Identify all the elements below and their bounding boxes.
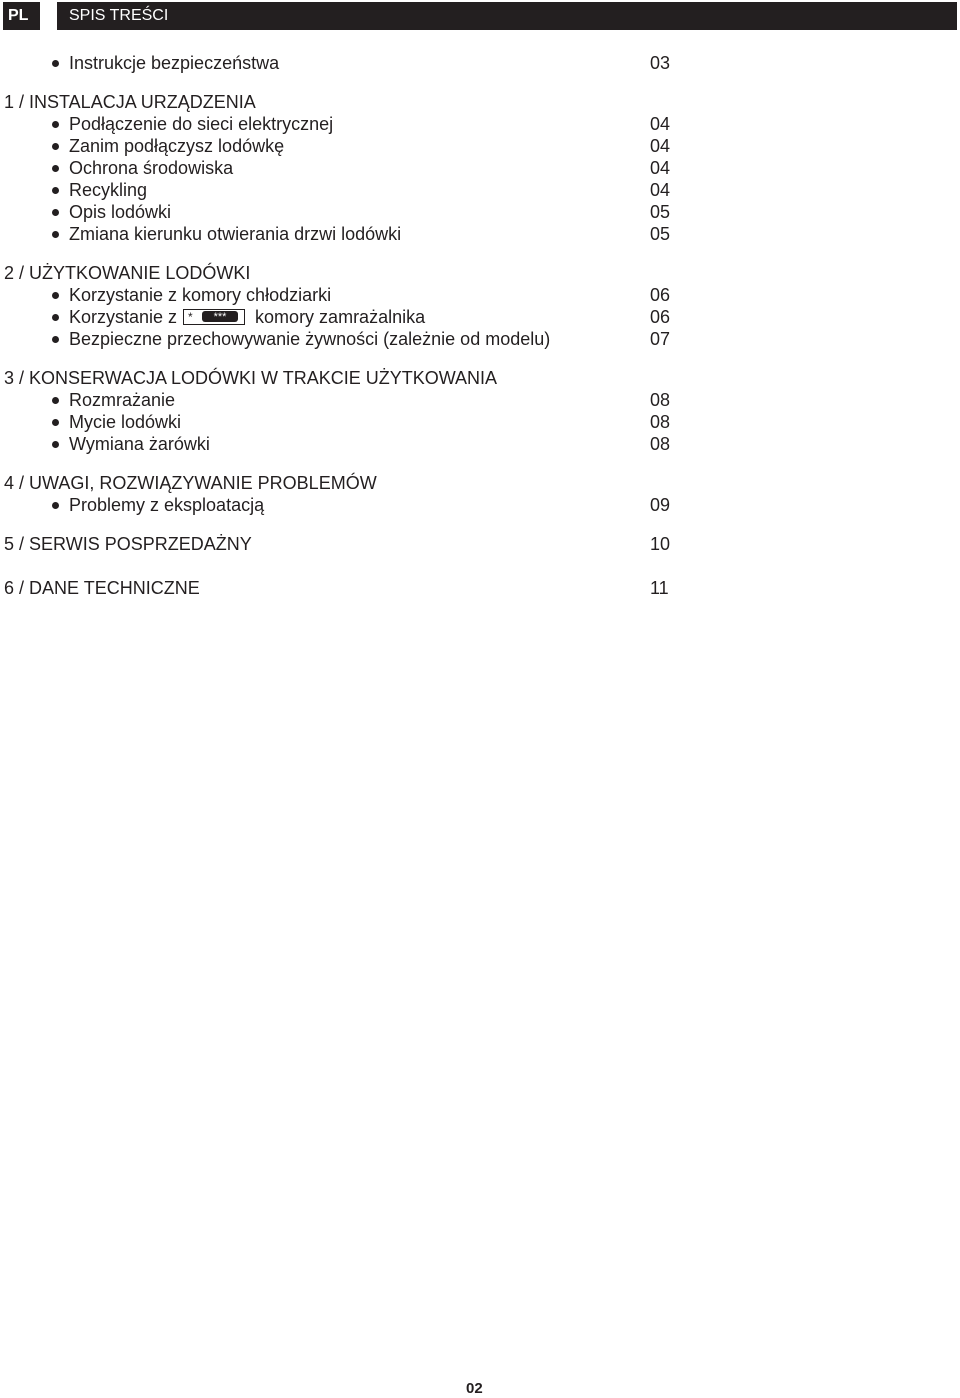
toc-item[interactable] [4,306,674,328]
bullet-icon [52,231,59,238]
toc-item[interactable] [4,113,674,135]
toc-item[interactable] [4,411,674,433]
page-title: SPIS TREŚCI [57,2,957,30]
toc-section-troubleshooting[interactable] [4,472,674,494]
toc-item-label: Bezpieczne przechowywanie żywności (zależnie od modelu) [69,329,551,349]
toc-section-title: 6 / DANE TECHNICZNE [4,578,200,598]
toc-item-label-end: komory zamrażalnika [255,307,426,327]
toc-section-installation[interactable] [4,91,674,113]
toc-item-page: 05 [650,224,671,244]
bullet-icon [52,397,59,404]
page-header [3,2,957,30]
toc-section-title: 2 / UŻYTKOWANIE LODÓWKI [4,263,251,283]
bullet-icon [52,60,59,67]
toc-section-title: 1 / INSTALACJA URZĄDZENIA [4,92,256,112]
toc-item-page: 04 [650,180,671,200]
toc-item-label: Ochrona środowiska [69,158,234,178]
toc-item-label: Wymiana żarówki [69,434,210,454]
toc-item[interactable] [4,328,674,350]
toc-item-label: Rozmrażanie [69,390,176,410]
bullet-icon [52,187,59,194]
toc-item-label: Zanim podłączysz lodówkę [69,136,285,156]
bullet-icon [52,502,59,509]
bullet-icon [52,336,59,343]
triple-star-glyph: *** [202,311,238,322]
language-tag: PL [3,2,40,30]
toc-item[interactable] [4,433,674,455]
toc-section-maintenance[interactable] [4,367,674,389]
toc-item-label: Mycie lodówki [69,412,182,432]
toc-item[interactable] [4,494,674,516]
toc-section-title: 4 / UWAGI, ROZWIĄZYWANIE PROBLEMÓW [4,473,377,493]
toc-item[interactable] [4,179,674,201]
toc-item[interactable] [4,201,674,223]
toc-item-label: Podłączenie do sieci elektrycznej [69,114,334,134]
toc-item[interactable] [4,284,674,306]
toc-item[interactable] [4,389,674,411]
toc-item-page: 04 [650,158,671,178]
toc-item-label: Instrukcje bezpieczeństwa [69,53,280,73]
toc-section-usage[interactable] [4,262,674,284]
toc-item-label: Recykling [69,180,148,200]
toc-section-title: 3 / KONSERWACJA LODÓWKI W TRAKCIE UŻYTKOWANIA [4,368,498,388]
toc-item-page: 03 [650,53,671,73]
toc-section-page: 10 [650,534,671,554]
toc-item-label: Opis lodówki [69,202,172,222]
bullet-icon [52,441,59,448]
toc-section-page: 11 [650,578,669,598]
toc-item-page: 08 [650,434,671,454]
page-number: 02 [466,1380,483,1397]
toc-item-label: Problemy z eksploatacją [69,495,265,515]
toc-section-after-sales[interactable] [4,533,674,555]
toc-item-page: 08 [650,390,671,410]
single-star-glyph: * [188,310,193,325]
toc-item-page: 04 [650,136,671,156]
bullet-icon [52,292,59,299]
bullet-icon [52,143,59,150]
toc-item-page: 05 [650,202,671,222]
bullet-icon [52,165,59,172]
toc-item-page: 09 [650,495,671,515]
freezer-star-rating-icon [183,309,245,325]
bullet-icon [52,419,59,426]
toc-section-title: 5 / SERWIS POSPRZEDAŻNY [4,534,252,554]
toc-item[interactable] [4,135,674,157]
toc-section-technical-data[interactable] [4,577,674,599]
toc-item-page: 08 [650,412,671,432]
bullet-icon [52,314,59,321]
toc-item[interactable] [4,157,674,179]
toc-item-page: 07 [650,329,671,349]
table-of-contents [4,52,674,599]
toc-item-label: Korzystanie z komory chłodziarki [69,285,332,305]
toc-item-label: Zmiana kierunku otwierania drzwi lodówki [69,224,402,244]
toc-item-page: 04 [650,114,671,134]
toc-item-safety[interactable] [4,52,674,74]
toc-item-label-start: Korzystanie z [69,307,178,327]
toc-item[interactable] [4,223,674,245]
toc-item-page: 06 [650,307,671,327]
toc-item-label [69,306,425,328]
bullet-icon [52,121,59,128]
bullet-icon [52,209,59,216]
toc-item-page: 06 [650,285,671,305]
